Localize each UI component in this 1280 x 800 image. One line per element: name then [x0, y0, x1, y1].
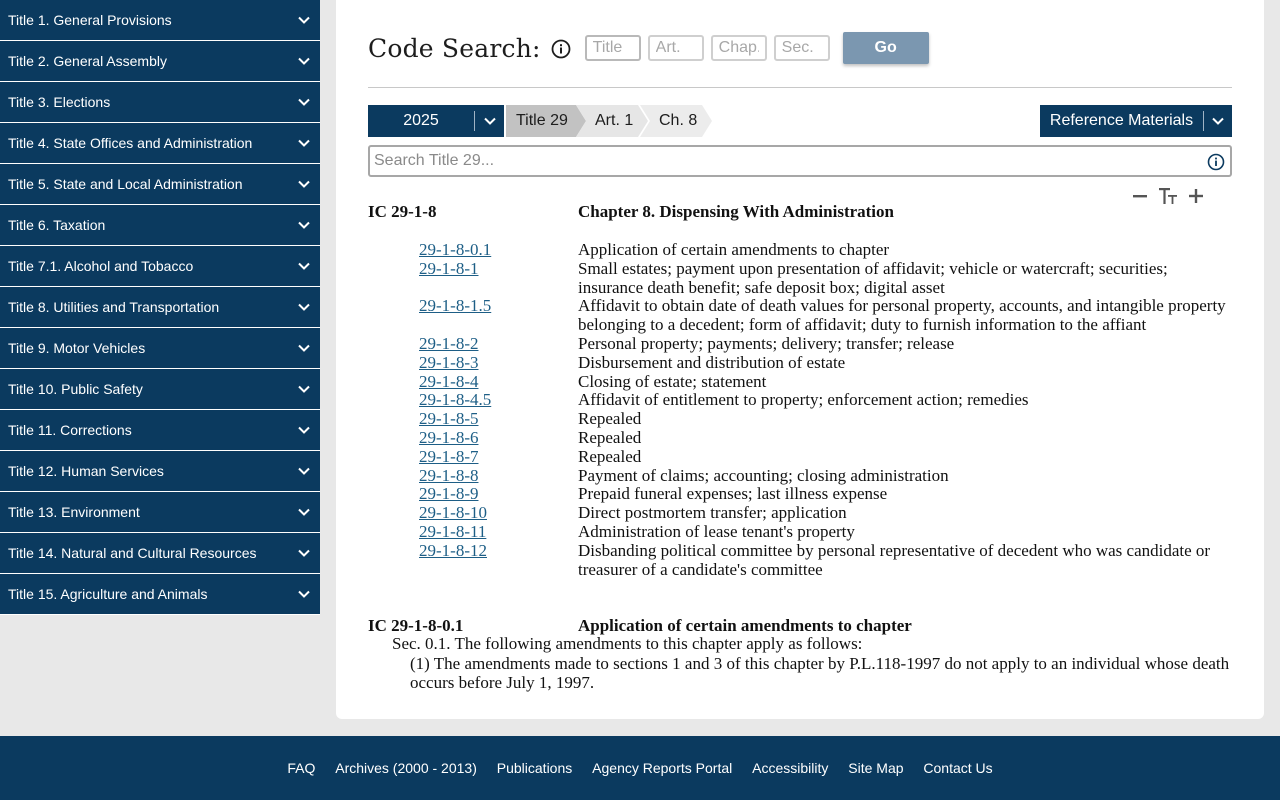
- section-description: Small estates; payment upon presentation of affidavit; vehicle or watercraft; securities; insurance death benefit; safe deposit box; digital asset: [578, 258, 1168, 297]
- section-code: IC 29-1-8-0.1: [368, 616, 464, 635]
- sidebar-item-title-7-1[interactable]: [0, 246, 320, 287]
- chevron-down-icon: [475, 115, 504, 127]
- breadcrumb-chapter[interactable]: [640, 105, 710, 137]
- sidebar-item-label: Title 11. Corrections: [8, 422, 132, 438]
- section-description: Repealed: [578, 446, 642, 466]
- font-size-controls: [1132, 187, 1204, 210]
- section-link[interactable]: 29-1-8-0.1: [419, 240, 492, 259]
- list-item: [368, 429, 1232, 448]
- content-card: [336, 0, 1264, 719]
- footer-link-faq[interactable]: FAQ: [287, 760, 316, 776]
- sidebar-item-label: Title 1. General Provisions: [8, 12, 172, 28]
- section-link[interactable]: 29-1-8-1.5: [419, 296, 492, 316]
- chapter-heading: Chapter 8. Dispensing With Administration: [578, 202, 894, 221]
- breadcrumb-article[interactable]: [576, 105, 646, 137]
- list-item: [368, 542, 1232, 580]
- chevron-down-icon: [298, 178, 310, 190]
- title-search-input[interactable]: [370, 147, 1178, 175]
- sidebar-item-title-3[interactable]: [0, 82, 320, 123]
- list-item: [368, 297, 1232, 335]
- section-intro: Sec. 0.1. The following amendments to this chapter apply as follows:: [392, 634, 863, 653]
- list-item: [368, 391, 1232, 410]
- code-search-bar: [368, 32, 929, 64]
- section-body: [392, 634, 1232, 693]
- sidebar-item-label: Title 3. Elections: [8, 94, 111, 110]
- sidebar-item-label: Title 12. Human Services: [8, 463, 164, 479]
- list-item: [368, 260, 1232, 298]
- chevron-down-icon: [298, 547, 310, 559]
- code-search-label: Code Search:: [368, 33, 541, 63]
- section-heading: Application of certain amendments to chapter: [578, 616, 912, 635]
- sidebar-item-label: Title 2. General Assembly: [8, 53, 167, 69]
- sidebar-item-title-11[interactable]: [0, 410, 320, 451]
- section-description: Prepaid funeral expenses; last illness expense: [578, 484, 888, 504]
- sidebar-item-title-9[interactable]: [0, 328, 320, 369]
- footer-link-agency-reports[interactable]: Agency Reports Portal: [592, 760, 733, 776]
- footer-link-accessibility[interactable]: Accessibility: [752, 760, 829, 776]
- article-number-input[interactable]: [648, 35, 704, 61]
- chevron-down-icon: [298, 588, 310, 600]
- info-icon[interactable]: [1207, 153, 1225, 176]
- chevron-down-icon: [298, 260, 310, 272]
- sidebar-item-title-2[interactable]: [0, 41, 320, 82]
- chapter-code: IC 29-1-8: [368, 202, 437, 221]
- sidebar-item-label: Title 9. Motor Vehicles: [8, 340, 146, 356]
- chevron-down-icon: [298, 55, 310, 67]
- section-description: Payment of claims; accounting; closing administration: [578, 465, 949, 485]
- section-link[interactable]: 29-1-8-4: [419, 371, 479, 391]
- sidebar-item-label: Title 4. State Offices and Administration: [8, 135, 253, 151]
- section-number-input[interactable]: [774, 35, 830, 61]
- sidebar-item-title-1[interactable]: [0, 0, 320, 41]
- section-list: [368, 241, 1232, 579]
- breadcrumb: [368, 105, 1232, 137]
- list-item: [368, 241, 1232, 260]
- chevron-down-icon: [298, 342, 310, 354]
- reference-materials-label: Reference Materials: [1049, 112, 1194, 129]
- increase-font-icon[interactable]: [1188, 188, 1204, 209]
- list-item: [368, 373, 1232, 392]
- title-number-input[interactable]: [585, 35, 641, 61]
- info-icon[interactable]: [551, 39, 569, 57]
- sidebar-item-label: Title 15. Agriculture and Animals: [8, 586, 208, 602]
- footer-link-archives[interactable]: Archives (2000 - 2013): [335, 760, 477, 776]
- list-item: [368, 485, 1232, 504]
- list-item: [368, 335, 1232, 354]
- sidebar-item-title-4[interactable]: [0, 123, 320, 164]
- section-link[interactable]: 29-1-8-5: [419, 409, 479, 429]
- title-search-box: [368, 145, 1232, 177]
- section-link[interactable]: 29-1-8-8: [419, 465, 479, 485]
- chevron-down-icon: [298, 465, 310, 477]
- section-link[interactable]: 29-1-8-11: [419, 521, 487, 541]
- chevron-down-icon: [298, 137, 310, 149]
- list-item: [368, 410, 1232, 429]
- list-item: [368, 448, 1232, 467]
- year-select[interactable]: [368, 105, 504, 137]
- section-description: Disbanding political committee by personal representative of decedent who was candidate or treasurer of a candidate's committee: [578, 540, 1211, 579]
- breadcrumb-article-label: Art. 1: [595, 112, 634, 129]
- chevron-down-icon: [298, 383, 310, 395]
- breadcrumb-title-label: Title 29: [516, 112, 568, 129]
- section-link[interactable]: 29-1-8-7: [419, 446, 479, 466]
- section-link[interactable]: 29-1-8-9: [419, 484, 479, 504]
- sidebar-item-title-6[interactable]: [0, 205, 320, 246]
- sidebar-item-title-14[interactable]: [0, 533, 320, 574]
- chevron-down-icon: [298, 96, 310, 108]
- decrease-font-icon[interactable]: [1132, 188, 1148, 209]
- section-link[interactable]: 29-1-8-6: [419, 427, 479, 447]
- sidebar-item-title-12[interactable]: [0, 451, 320, 492]
- sidebar-item-title-15[interactable]: [0, 574, 320, 615]
- section-link[interactable]: 29-1-8-4.5: [419, 390, 492, 410]
- section-item: (1) The amendments made to sections 1 and 3 of this chapter by P.L.118-1997 do not apply to an individual whose death occurs before July 1, 1997.: [410, 653, 1230, 692]
- sidebar-item-label: Title 10. Public Safety: [8, 381, 143, 397]
- chevron-down-icon: [298, 14, 310, 26]
- footer-links: [0, 760, 1280, 776]
- footer-link-contact[interactable]: Contact Us: [923, 760, 993, 776]
- sidebar-item-label: Title 7.1. Alcohol and Tobacco: [8, 258, 194, 274]
- section-description: Application of certain amendments to chapter: [578, 240, 890, 259]
- reference-materials-dropdown[interactable]: [1040, 105, 1232, 137]
- text-size-icon[interactable]: [1158, 187, 1178, 210]
- sidebar-item-label: Title 14. Natural and Cultural Resources: [8, 545, 257, 561]
- sidebar-item-label: Title 5. State and Local Administration: [8, 176, 243, 192]
- chevron-down-icon: [298, 301, 310, 313]
- section-description: Disbursement and distribution of estate: [578, 352, 846, 372]
- section-description: Closing of estate; statement: [578, 371, 767, 391]
- section-link[interactable]: 29-1-8-12: [419, 540, 487, 560]
- chevron-down-icon: [298, 424, 310, 436]
- section-description: Direct postmortem transfer; application: [578, 503, 847, 523]
- list-item: [368, 523, 1232, 542]
- sidebar-item-title-10[interactable]: [0, 369, 320, 410]
- sidebar-item-title-8[interactable]: [0, 287, 320, 328]
- section-description: Affidavit of entitlement to property; enforcement action; remedies: [578, 390, 1029, 410]
- sidebar-item-title-5[interactable]: [0, 164, 320, 205]
- footer: [0, 736, 1280, 800]
- section-description: Repealed: [578, 427, 642, 447]
- chevron-down-icon: [298, 506, 310, 518]
- section-description: Personal property; payments; delivery; transfer; release: [578, 333, 955, 353]
- sidebar-item-label: Title 8. Utilities and Transportation: [8, 299, 220, 315]
- sidebar-item-title-13[interactable]: [0, 492, 320, 533]
- title-sidebar: [0, 0, 320, 602]
- section-description: Administration of lease tenant's property: [578, 521, 855, 541]
- section-link[interactable]: 29-1-8-2: [419, 333, 479, 353]
- section-description: Affidavit to obtain date of death values for personal property, accounts, and intangible property belonging to a decedent; form of affidavit; duty to furnish information to the affiant: [578, 296, 1226, 335]
- chapter-number-input[interactable]: [711, 35, 767, 61]
- list-item: [368, 467, 1232, 486]
- breadcrumb-chapter-label: Ch. 8: [659, 112, 698, 129]
- sidebar-item-label: Title 13. Environment: [8, 504, 140, 520]
- list-item: [368, 354, 1232, 373]
- chevron-down-icon: [1204, 115, 1232, 127]
- divider: [368, 87, 1232, 88]
- sidebar-item-label: Title 6. Taxation: [8, 217, 106, 233]
- year-value: 2025: [403, 112, 439, 129]
- section-link[interactable]: 29-1-8-3: [419, 352, 479, 372]
- list-item: [368, 504, 1232, 523]
- breadcrumb-title[interactable]: [506, 105, 586, 137]
- section-link[interactable]: 29-1-8-1: [419, 258, 479, 278]
- section-description: Repealed: [578, 409, 642, 429]
- section-link[interactable]: 29-1-8-10: [419, 503, 487, 523]
- chevron-down-icon: [298, 219, 310, 231]
- footer-link-publications[interactable]: Publications: [496, 760, 573, 776]
- go-button[interactable]: Go: [843, 32, 929, 64]
- footer-link-site-map[interactable]: Site Map: [848, 760, 904, 776]
